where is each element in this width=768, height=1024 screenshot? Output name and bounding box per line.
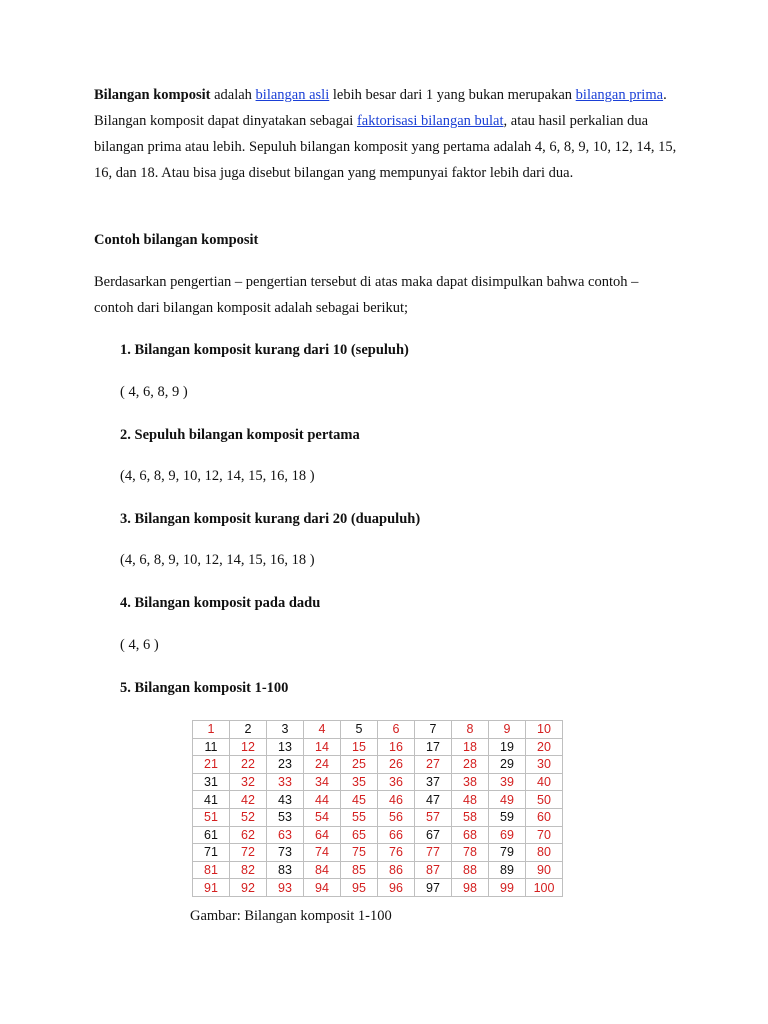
document-body <box>94 82 679 924</box>
grid-cell: 25 <box>341 756 378 774</box>
grid-cell: 72 <box>230 844 267 862</box>
grid-cell: 34 <box>304 773 341 791</box>
grid-cell: 74 <box>304 844 341 862</box>
grid-cell: 95 <box>341 879 378 897</box>
grid-cell: 69 <box>489 826 526 844</box>
composite-table <box>192 720 563 897</box>
grid-cell: 60 <box>526 808 563 826</box>
grid-cell: 99 <box>489 879 526 897</box>
grid-cell: 27 <box>415 756 452 774</box>
grid-cell: 93 <box>267 879 304 897</box>
grid-cell: 42 <box>230 791 267 809</box>
grid-cell: 40 <box>526 773 563 791</box>
grid-cell: 28 <box>452 756 489 774</box>
grid-cell: 64 <box>304 826 341 844</box>
item-3-values: (4, 6, 8, 9, 10, 12, 14, 15, 16, 18 ) <box>120 552 315 568</box>
grid-row <box>193 791 563 809</box>
grid-cell: 39 <box>489 773 526 791</box>
grid-row <box>193 879 563 897</box>
intro-text-1: adalah <box>210 87 256 103</box>
grid-cell: 9 <box>489 721 526 739</box>
grid-cell: 46 <box>378 791 415 809</box>
grid-cell: 52 <box>230 808 267 826</box>
grid-cell: 41 <box>193 791 230 809</box>
grid-cell: 12 <box>230 738 267 756</box>
grid-cell: 58 <box>452 808 489 826</box>
item-4-title: 4. Bilangan komposit pada dadu <box>120 595 321 611</box>
grid-cell: 98 <box>452 879 489 897</box>
grid-row <box>193 826 563 844</box>
grid-cell: 13 <box>267 738 304 756</box>
grid-cell: 3 <box>267 721 304 739</box>
grid-cell: 1 <box>193 721 230 739</box>
grid-row <box>193 808 563 826</box>
item-4-values: ( 4, 6 ) <box>120 637 159 653</box>
grid-cell: 22 <box>230 756 267 774</box>
grid-cell: 35 <box>341 773 378 791</box>
grid-cell: 81 <box>193 861 230 879</box>
intro-term: Bilangan komposit <box>94 87 211 103</box>
grid-cell: 15 <box>341 738 378 756</box>
grid-cell: 56 <box>378 808 415 826</box>
grid-cell: 37 <box>415 773 452 791</box>
grid-cell: 36 <box>378 773 415 791</box>
grid-cell: 70 <box>526 826 563 844</box>
grid-cell: 26 <box>378 756 415 774</box>
figure-caption: Gambar: Bilangan komposit 1-100 <box>190 908 392 924</box>
grid-cell: 82 <box>230 861 267 879</box>
grid-row <box>193 738 563 756</box>
grid-cell: 62 <box>230 826 267 844</box>
grid-cell: 66 <box>378 826 415 844</box>
grid-row <box>193 756 563 774</box>
grid-row <box>193 773 563 791</box>
grid-cell: 18 <box>452 738 489 756</box>
grid-cell: 89 <box>489 861 526 879</box>
grid-cell: 100 <box>526 879 563 897</box>
item-1-title: 1. Bilangan komposit kurang dari 10 (sepuluh) <box>120 342 409 358</box>
grid-cell: 91 <box>193 879 230 897</box>
intro-paragraph <box>94 82 679 186</box>
grid-cell: 92 <box>230 879 267 897</box>
grid-cell: 55 <box>341 808 378 826</box>
grid-cell: 79 <box>489 844 526 862</box>
grid-cell: 50 <box>526 791 563 809</box>
grid-cell: 47 <box>415 791 452 809</box>
grid-cell: 19 <box>489 738 526 756</box>
section-paragraph: Berdasarkan pengertian – pengertian tersebut di atas maka dapat disimpulkan bahwa contoh – contoh dari bilangan komposit adalah sebagai berikut; <box>94 274 639 316</box>
grid-cell: 6 <box>378 721 415 739</box>
grid-cell: 10 <box>526 721 563 739</box>
grid-cell: 88 <box>452 861 489 879</box>
item-2-title: 2. Sepuluh bilangan komposit pertama <box>120 427 360 443</box>
grid-cell: 31 <box>193 773 230 791</box>
grid-cell: 23 <box>267 756 304 774</box>
grid-cell: 63 <box>267 826 304 844</box>
grid-cell: 49 <box>489 791 526 809</box>
grid-cell: 32 <box>230 773 267 791</box>
grid-cell: 68 <box>452 826 489 844</box>
grid-cell: 85 <box>341 861 378 879</box>
grid-cell: 65 <box>341 826 378 844</box>
grid-cell: 44 <box>304 791 341 809</box>
section-heading: Contoh bilangan komposit <box>94 232 259 248</box>
item-1-values: ( 4, 6, 8, 9 ) <box>120 384 188 400</box>
grid-cell: 80 <box>526 844 563 862</box>
grid-cell: 30 <box>526 756 563 774</box>
grid-cell: 90 <box>526 861 563 879</box>
grid-cell: 78 <box>452 844 489 862</box>
grid-cell: 77 <box>415 844 452 862</box>
grid-row <box>193 844 563 862</box>
grid-cell: 61 <box>193 826 230 844</box>
grid-row <box>193 721 563 739</box>
grid-cell: 5 <box>341 721 378 739</box>
grid-cell: 17 <box>415 738 452 756</box>
grid-cell: 33 <box>267 773 304 791</box>
item-2-values: (4, 6, 8, 9, 10, 12, 14, 15, 16, 18 ) <box>120 468 315 484</box>
grid-cell: 16 <box>378 738 415 756</box>
grid-cell: 4 <box>304 721 341 739</box>
grid-cell: 54 <box>304 808 341 826</box>
grid-cell: 97 <box>415 879 452 897</box>
link-bilangan-asli[interactable]: bilangan asli <box>255 87 330 103</box>
grid-cell: 2 <box>230 721 267 739</box>
link-bilangan-prima[interactable]: bilangan prima <box>575 87 664 103</box>
grid-cell: 38 <box>452 773 489 791</box>
grid-cell: 94 <box>304 879 341 897</box>
item-5-title: 5. Bilangan komposit 1-100 <box>120 680 289 696</box>
grid-cell: 67 <box>415 826 452 844</box>
grid-cell: 71 <box>193 844 230 862</box>
grid-cell: 53 <box>267 808 304 826</box>
intro-text-3: . Bilangan komposit dapat dinyatakan sebagai <box>94 87 667 129</box>
intro-text-2: lebih besar dari 1 yang bukan merupakan <box>329 87 576 103</box>
grid-cell: 86 <box>378 861 415 879</box>
grid-cell: 75 <box>341 844 378 862</box>
grid-cell: 59 <box>489 808 526 826</box>
grid-cell: 76 <box>378 844 415 862</box>
item-3-title: 3. Bilangan komposit kurang dari 20 (duapuluh) <box>120 511 421 527</box>
link-faktorisasi[interactable]: faktorisasi bilangan bulat <box>356 113 504 129</box>
grid-cell: 51 <box>193 808 230 826</box>
grid-cell: 87 <box>415 861 452 879</box>
grid-cell: 96 <box>378 879 415 897</box>
grid-cell: 83 <box>267 861 304 879</box>
grid-cell: 14 <box>304 738 341 756</box>
grid-cell: 73 <box>267 844 304 862</box>
number-grid <box>192 720 563 897</box>
grid-cell: 7 <box>415 721 452 739</box>
grid-cell: 29 <box>489 756 526 774</box>
intro-text-4: , atau hasil perkalian dua bilangan prima atau lebih. Sepuluh bilangan komposit yang pertama adalah 4, 6, 8, 9, 10, 12, 14, 15, 16, dan 18. Atau bisa juga disebut bilangan yang mempunyai faktor lebih dari dua. <box>94 113 677 181</box>
grid-cell: 45 <box>341 791 378 809</box>
grid-cell: 57 <box>415 808 452 826</box>
grid-cell: 84 <box>304 861 341 879</box>
grid-cell: 24 <box>304 756 341 774</box>
grid-cell: 43 <box>267 791 304 809</box>
grid-row <box>193 861 563 879</box>
grid-cell: 48 <box>452 791 489 809</box>
grid-cell: 11 <box>193 738 230 756</box>
grid-cell: 8 <box>452 721 489 739</box>
grid-cell: 21 <box>193 756 230 774</box>
grid-cell: 20 <box>526 738 563 756</box>
